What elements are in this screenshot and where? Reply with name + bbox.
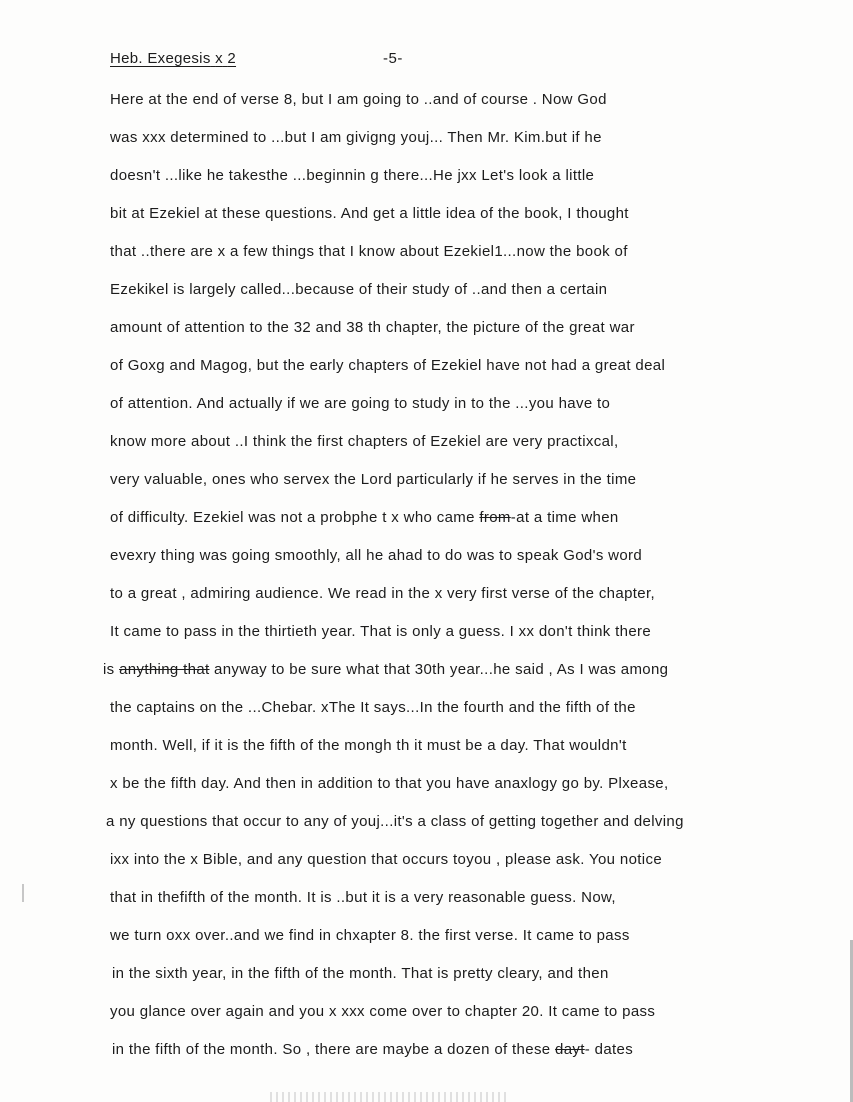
text-line: know more about ..I think the first chapters of Ezekiel are very practixcal, (110, 433, 619, 450)
header-title (110, 50, 236, 67)
text-line: is anything that anyway to be sure what that 30th year...he said , As I was among (103, 661, 669, 678)
text-line: of attention. And actually if we are going to study in to the ...you have to (110, 395, 611, 412)
struck-text: anything that (119, 661, 210, 678)
header-title-text: Heb. Exegesis (110, 50, 211, 67)
text-line: of difficulty. Ezekiel was not a probphe t x who came from-at a time when (110, 509, 619, 526)
text-line: you glance over again and you x xxx come over to chapter 20. It came to pass (110, 1003, 656, 1020)
text-line: that ..there are x a few things that I know about Ezekiel1...now the book of (110, 243, 628, 260)
text-line: we turn oxx over..and we find in chxapter 8. the first verse. It came to pass (110, 927, 630, 944)
text-line: It came to pass in the thirtieth year. That is only a guess. I xx don't think there (110, 623, 652, 640)
text-line: doesn't ...like he takesthe ...beginnin g there...He jxx Let's look a little (110, 167, 595, 184)
header-title-number: 2 (227, 50, 237, 67)
text-line: that in thefifth of the month. It is ..but it is a very reasonable guess. Now, (110, 889, 616, 906)
text-line: Ezekikel is largely called...because of their study of ..and then a certain (110, 281, 608, 298)
text-line: in the fifth of the month. So , there are maybe a dozen of these dayt- dates (112, 1041, 634, 1058)
text-line: a ny questions that occur to any of youj...it's a class of getting together and delving (106, 813, 684, 830)
text-line: very valuable, ones who servex the Lord particularly if he serves in the time (110, 471, 637, 488)
text-line: Here at the end of verse 8, but I am going to ..and of course . Now God (110, 91, 607, 108)
text-line: x be the fifth day. And then in addition to that you have anaxlogy go by. Plxease, (110, 775, 669, 792)
text-line: month. Well, if it is the fifth of the mongh th it must be a day. That wouldn't (110, 737, 627, 754)
margin-mark (22, 884, 24, 902)
text-line: was xxx determined to ...but I am givigng youj... Then Mr. Kim.but if he (110, 129, 602, 146)
header-title-overtype: x (215, 50, 223, 67)
text-line: amount of attention to the 32 and 38 th chapter, the picture of the great war (110, 319, 635, 336)
scan-smudge (270, 1092, 510, 1102)
text-line: in the sixth year, in the fifth of the month. That is pretty cleary, and then (112, 965, 609, 982)
struck-text: dayt (555, 1041, 585, 1058)
text-line: ixx into the x Bible, and any question that occurs toyou , please ask. You notice (110, 851, 663, 868)
page-number: -5- (383, 50, 403, 67)
text-line: the captains on the ...Chebar. xThe It says...In the fourth and the fifth of the (110, 699, 636, 716)
text-line: bit at Ezekiel at these questions. And get a little idea of the book, I thought (110, 205, 629, 222)
struck-text: from (479, 509, 511, 526)
text-line: to a great , admiring audience. We read in the x very first verse of the chapter, (110, 585, 656, 602)
text-line: evexry thing was going smoothly, all he ahad to do was to speak God's word (110, 547, 643, 564)
page-header (110, 50, 236, 67)
text-line: of Goxg and Magog, but the early chapters of Ezekiel have not had a great deal (110, 357, 666, 374)
